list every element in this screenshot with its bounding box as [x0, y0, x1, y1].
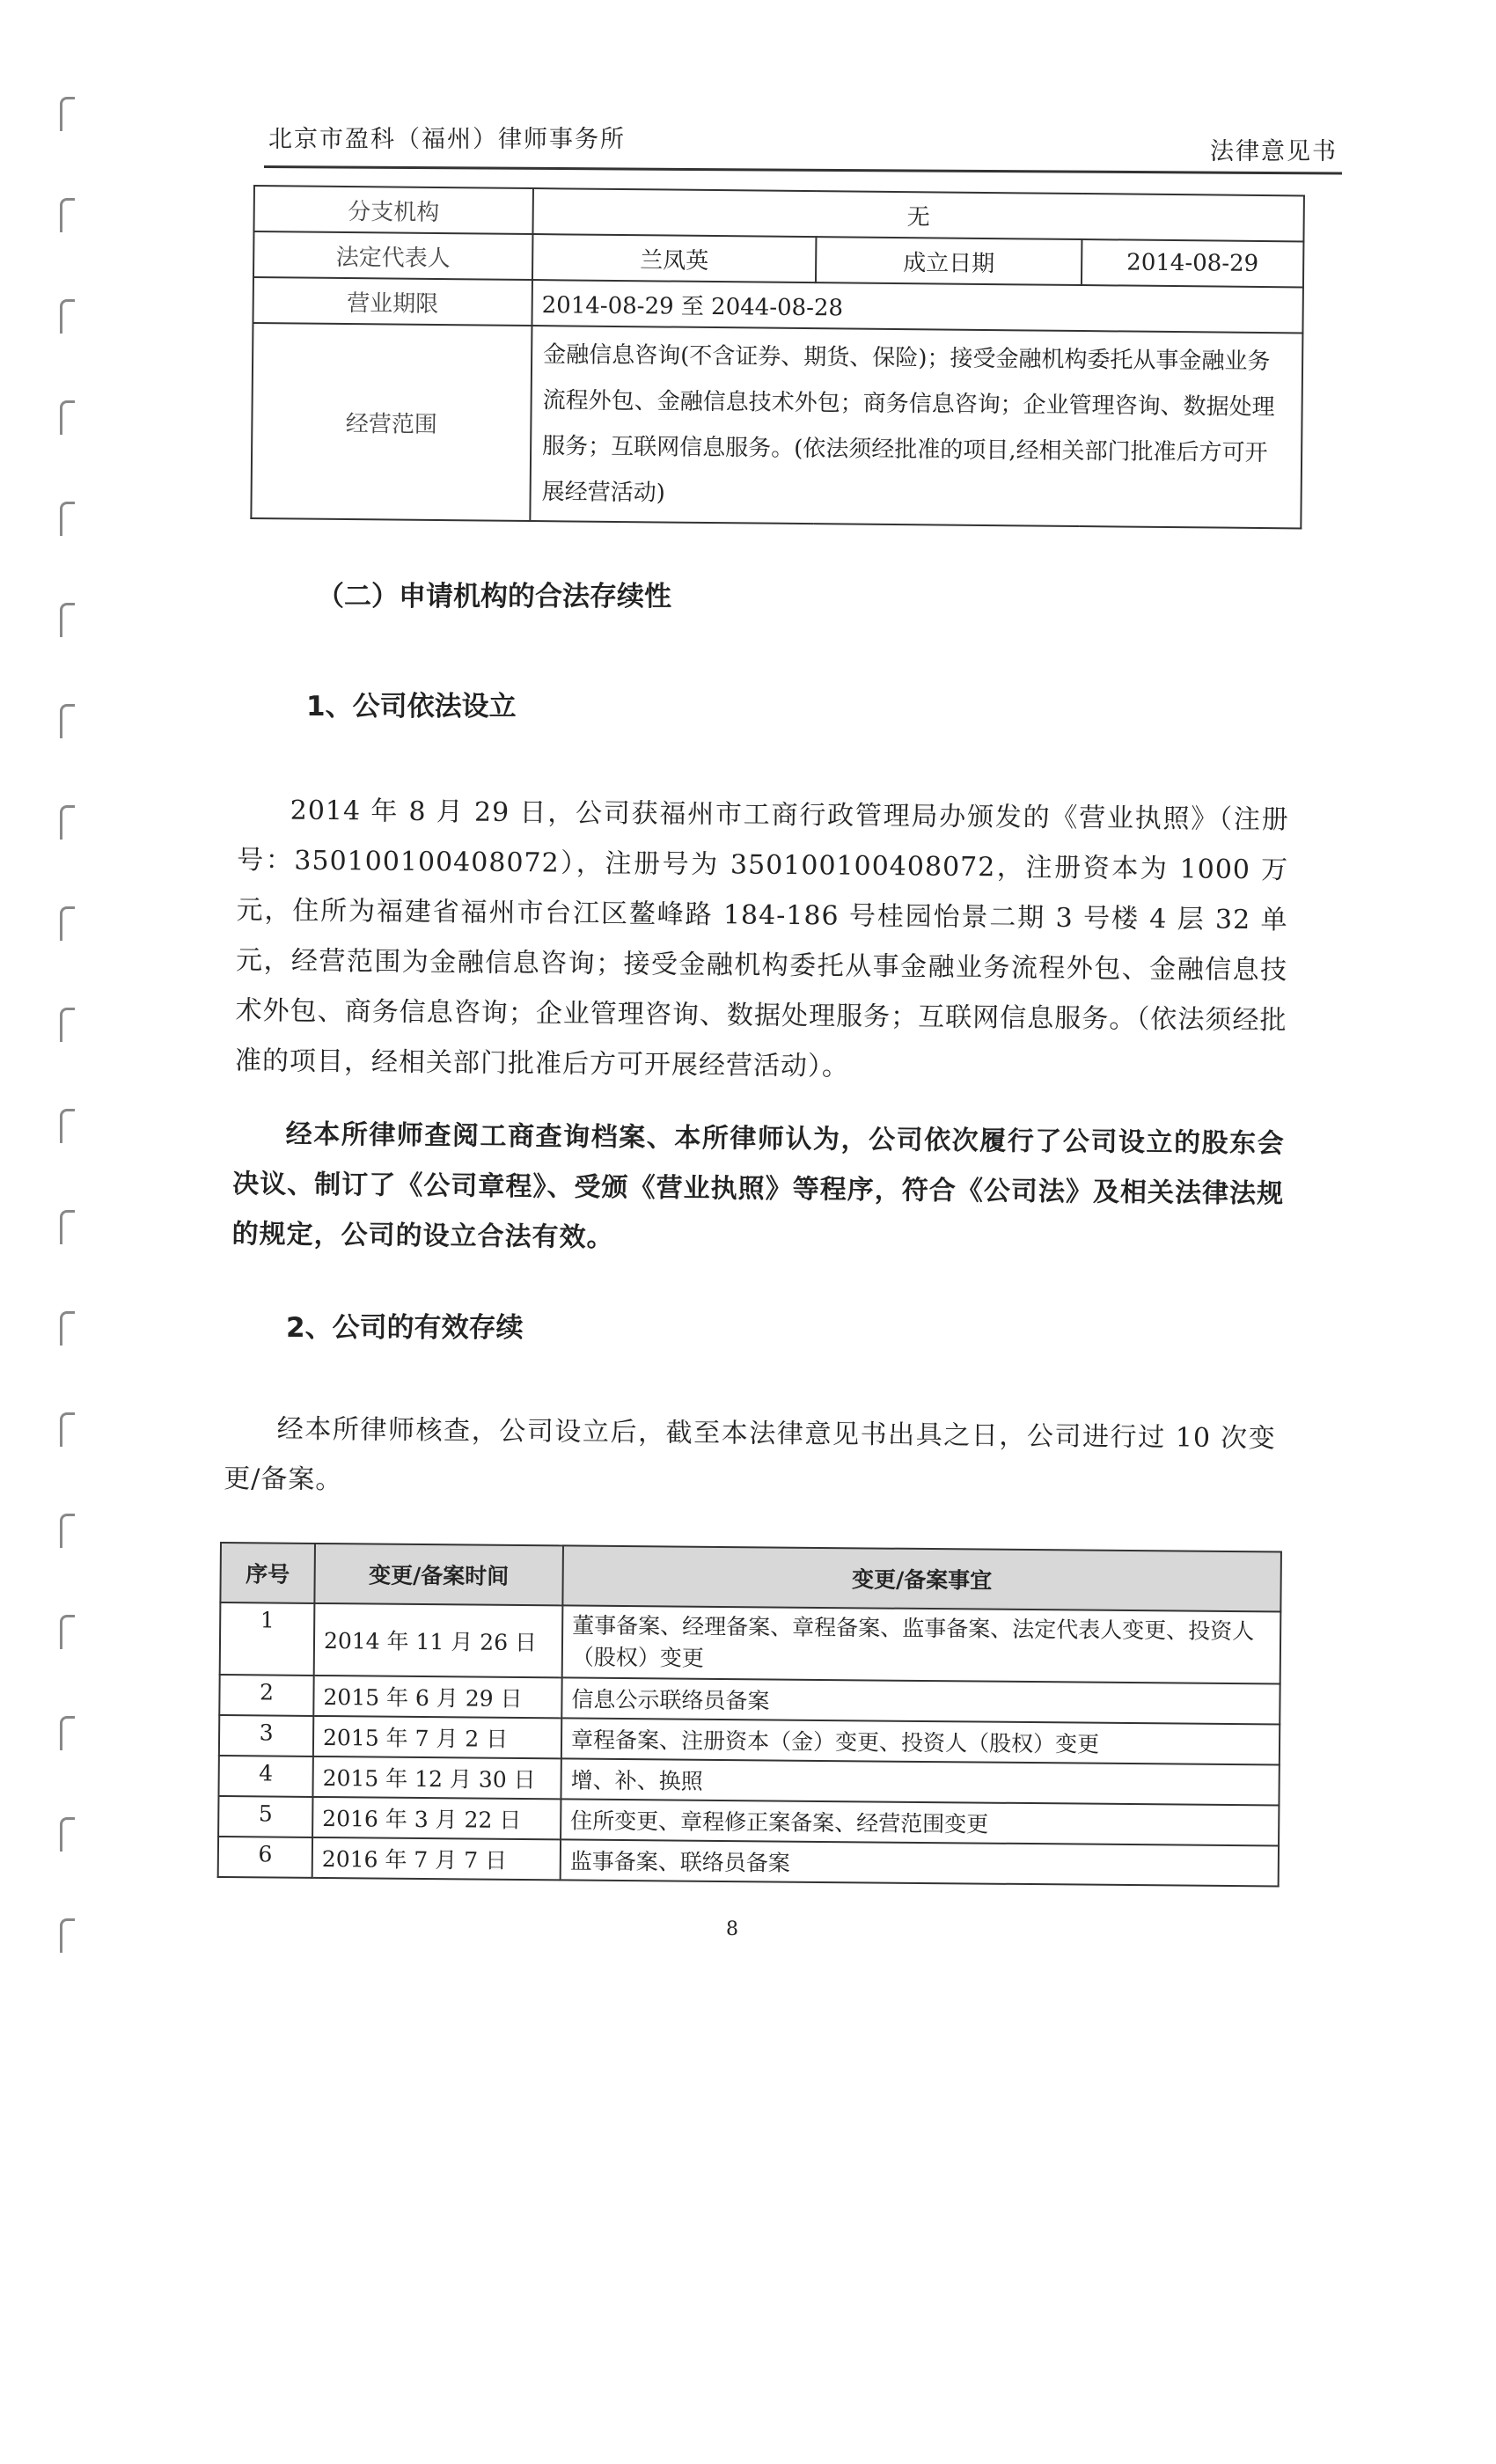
- scope-value: 金融信息咨询(不含证券、期货、保险)；接受金融机构委托从事金融业务流程外包、金融信息技术外包；商务信息咨询；企业管理咨询、数据处理服务；互联网信息服务。(依法须经批准的项目,经相关部门批准后方可开展经营活动): [530, 326, 1302, 528]
- row-no: 5: [218, 1796, 312, 1837]
- table-row: [251, 323, 1302, 528]
- branch-label: 分支机构: [253, 186, 532, 234]
- continuity-paragraph: 经本所律师核查，公司设立后，截至本法律意见书出具之日，公司进行过 10 次变更/备案。: [224, 1413, 1276, 1496]
- header-firm-name: 北京市盈科（福州）律师事务所: [268, 126, 626, 153]
- row-matter: 章程备案、注册资本（金）变更、投资人（股权）变更: [561, 1718, 1280, 1764]
- page-number: 8: [726, 1918, 738, 1940]
- row-matter: 监事备案、联络员备案: [561, 1839, 1279, 1886]
- founded-label: 成立日期: [816, 237, 1082, 285]
- term-value: 2014-08-29 至 2044-08-28: [532, 280, 1302, 333]
- row-matter: 增、补、换照: [561, 1758, 1279, 1805]
- legal-rep-label: 法定代表人: [253, 231, 532, 280]
- term-label: 营业期限: [253, 277, 532, 326]
- table-header-row: [220, 1543, 1281, 1612]
- column-header-no: 序号: [220, 1543, 315, 1603]
- section-title: （二）申请机构的合法存续性: [317, 581, 671, 612]
- row-matter: 信息公示联络员备案: [561, 1677, 1280, 1724]
- row-no: 1: [220, 1602, 315, 1676]
- subsection-title-1: 1、公司依法设立: [306, 691, 517, 722]
- row-matter: 董事备案、经理备案、章程备案、监事备案、法定代表人变更、投资人（股权）变更: [562, 1605, 1281, 1683]
- column-header-matter: 变更/备案事宜: [562, 1545, 1281, 1611]
- branch-value: 无: [532, 188, 1303, 241]
- company-info-table: [250, 185, 1305, 529]
- row-date: 2015 年 6 月 29 日: [313, 1676, 561, 1718]
- scope-label: 经营范围: [251, 323, 532, 521]
- subsection-title-2: 2、公司的有效存续: [286, 1312, 524, 1344]
- row-no: 6: [218, 1837, 312, 1878]
- founded-value: 2014-08-29: [1082, 239, 1303, 287]
- legal-rep-value: 兰凤英: [532, 234, 816, 282]
- establishment-conclusion: 经本所律师查阅工商查询档案、本所律师认为，公司依次履行了公司设立的股东会决议、制订了《公司章程》、受颁《营业执照》等程序，符合《公司法》及相关法律法规的规定，公司的设立合法有效。: [231, 1118, 1285, 1254]
- change-record-table: [217, 1542, 1282, 1888]
- binder-hole-marks: [51, 79, 86, 2015]
- header-doc-type: 法律意见书: [1210, 138, 1338, 165]
- row-no: 3: [219, 1715, 313, 1756]
- row-date: 2015 年 12 月 30 日: [312, 1756, 561, 1799]
- table-row: [220, 1602, 1281, 1684]
- table-row: [218, 1837, 1279, 1887]
- row-date: 2015 年 7 月 2 日: [313, 1716, 561, 1758]
- page-header: [268, 114, 1338, 167]
- row-matter: 住所变更、章程修正案备案、经营范围变更: [561, 1799, 1279, 1845]
- row-date: 2016 年 7 月 7 日: [312, 1837, 561, 1880]
- row-no: 4: [218, 1756, 312, 1797]
- row-date: 2014 年 11 月 26 日: [314, 1603, 563, 1677]
- establishment-paragraph: 2014 年 8 月 29 日，公司获福州市工商行政管理局办颁发的《营业执照》（注册号：350100100408072），注册号为 350100100408072，注册资本为 1000 万元，住所为福建省福州市台江区鳌峰路 184-186 号桂园怡景二期 3 号楼 4 层 32 单元，经营范围为金融信息咨询；接受金融机构委托从事金融业务流程外包、金融信息技术外包、商务信息咨询；企业管理咨询、数据处理服务；互联网信息服务。（依法须经批准的项目，经相关部门批准后方可开展经营活动）。: [234, 795, 1289, 1082]
- column-header-date: 变更/备案时间: [314, 1544, 563, 1605]
- row-date: 2016 年 3 月 22 日: [312, 1797, 561, 1839]
- row-no: 2: [219, 1675, 313, 1716]
